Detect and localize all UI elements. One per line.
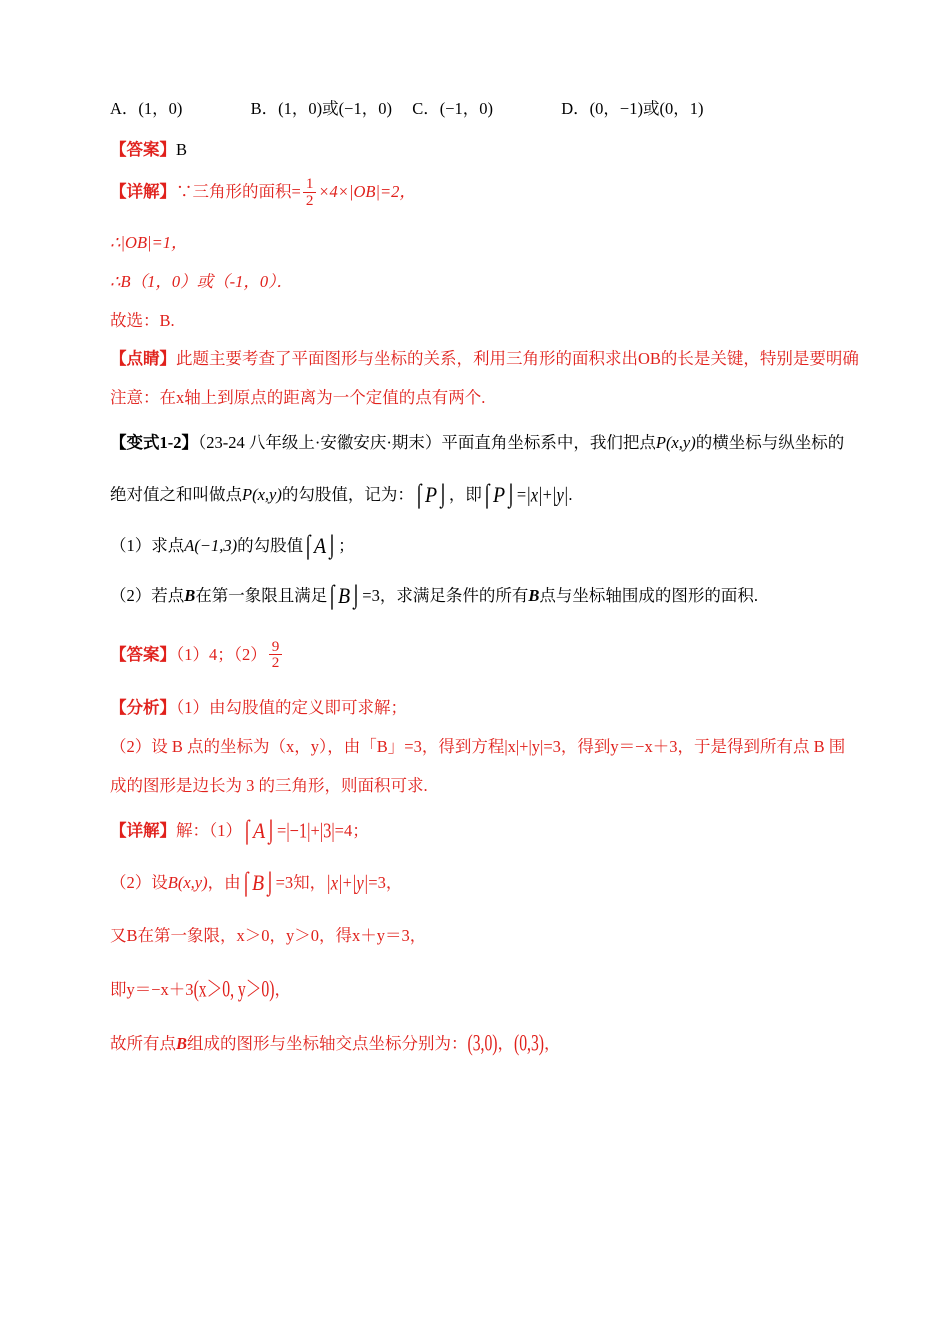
detail-line-3 [110,269,845,295]
symbol-A-neg1-3: A(−1,3) [184,536,238,556]
symbol-B-3: B [176,1034,188,1054]
symbol-B-xy: B(x,y) [167,872,208,892]
detail-line-1-post: ×4×|OB|=2， [318,181,416,201]
answer-options-row [110,95,845,119]
abs-3: |3| [319,818,335,843]
abs-x: |x| [526,482,543,507]
tip-label: 【点睛】 [110,349,176,369]
fraction-denominator: 2 [303,192,317,209]
tip-line-2 [110,385,845,411]
detail2-label: 【详解】 [110,821,176,841]
analysis-line-3 [110,773,845,799]
analysis-line-2-text: （2）设 B 点的坐标为（x，y），由「B」=3，得到方程|x|+|y|=3，得到y＝−x＋3，于是得到所有点 B 围 [110,736,846,756]
detail2-line-1-a: 解：（1） [176,821,242,841]
fraction2-numerator: 9 [271,637,280,655]
answer-label: 【答案】 [110,140,176,159]
abs-x-2: |x| [326,870,343,894]
abs-y-2: |y| [351,870,369,894]
answer2-line [110,639,845,672]
detail2-line-4 [110,977,845,1003]
q1-text-b: 的勾股值 [237,536,304,556]
detail2-line-4-a: 即y＝−x＋3 [110,979,194,999]
detail2-line-4-b: ， [274,979,291,999]
question-2 [110,583,845,609]
detail2-line-3 [110,923,845,949]
tip-line-2-text: 注意：在x轴上到原点的距离为一个定值的点有两个. [110,387,486,407]
q2-text-d: 点与坐标轴围成的图形的面积. [539,585,758,605]
option-a: A．(1，0) [110,99,183,118]
point-3-0: (3,0) [467,1031,498,1057]
detail2-line-2-c: =3知， [275,872,327,892]
q2-text-c: =3，求满足条件的所有 [362,585,529,605]
symbol-gu-B-2: ⌠B⌡ [239,869,276,895]
fraction-numerator: 1 [305,174,314,192]
variant-line-2-a: 绝对值之和叫做点 [110,484,242,504]
detail2-line-5 [110,1031,845,1057]
symbol-P-xy-1: P(x,y) [655,433,696,453]
detail2-line-1 [110,818,845,844]
variant-heading [110,430,845,456]
plus-sign: + [542,484,552,504]
plus-sign-2: + [342,872,352,892]
detail2-line-5-b: 组成的图形与坐标轴交点坐标分别为： [187,1034,468,1054]
detail-line-4-text: 故选：B. [110,310,175,330]
detail-label: 【详解】 [110,181,176,201]
point-0-3: (0,3) [514,1031,545,1057]
symbol-gu-P-1: ⌠P⌡ [412,481,449,508]
q1-text-c: ； [338,536,355,556]
detail2-line-5-a: 故所有点 [110,1034,176,1054]
analysis-line-1 [110,695,845,721]
detail2-line-2-d: =3， [368,872,403,892]
tip-line-1-text: 此题主要考查了平面图形与坐标的关系，利用三角形的面积求出OB的长是关键，特别是要明确 [176,349,859,369]
analysis-line-2 [110,734,845,760]
detail2-line-2 [110,870,845,896]
period-1: . [568,484,573,504]
option-b: B．(1，0)或(−1，0) [250,99,392,118]
variant-line-1-a: 平面直角坐标系中，我们把点 [441,433,656,453]
question-1 [110,533,845,559]
detail-line-1 [110,176,845,209]
variant-label: 【变式1-2】 [110,433,198,453]
answer2-part1: （1）4；（2） [176,644,267,664]
detail-line-1-pre: ∵三角形的面积= [176,181,301,201]
q2-text-a: （2）若点 [110,585,185,605]
symbol-gu-P-2: ⌠P⌡ [480,481,517,508]
variant-source: （23-24 八年级上·安徽安庆·期末） [198,433,442,453]
fraction-one-half [303,176,317,209]
option-d: D．(0，−1)或(0，1) [561,99,704,118]
q1-text-a: （1）求点 [110,536,185,556]
abs-y: |y| [551,482,569,507]
variant-line-2-c: ，即 [448,484,482,504]
variant-line-1-b: 的横坐标与纵坐标的 [695,433,845,453]
detail-line-2 [110,230,845,256]
detail-line-4 [110,308,845,334]
detail2-line-1-d: + [310,821,320,841]
analysis-line-3-text: 成的图形是边长为 3 的三角形，则面积可求. [110,775,428,795]
detail2-line-2-b: ，由 [207,872,241,892]
variant-line-2-b: 的勾股值，记为： [281,484,414,504]
detail-line-2-text: ∴|OB|=1， [110,233,188,253]
detail2-line-1-f: =4； [334,821,369,841]
tip-line-1 [110,346,859,372]
answer-line [110,137,845,163]
symbol-gu-A-2: ⌠A⌡ [240,817,278,844]
answer2-label: 【答案】 [110,644,176,664]
analysis-label: 【分析】 [110,698,176,718]
detail2-line-5-c: ， [497,1034,515,1054]
comma-end: ， [544,1034,561,1054]
abs-neg1: |−1| [286,818,311,843]
variant-line-2-d: = [516,484,527,504]
detail-line-3-text: ∴B（1，0）或（-1，0）． [110,272,293,291]
symbol-P-xy-2: P(x,y) [242,484,282,504]
symbol-gu-A-1: ⌠A⌡ [302,532,339,559]
symbol-B-2: B [528,585,540,605]
symbol-B-1: B [184,585,196,605]
q2-text-b: 在第一象限且满足 [195,585,328,605]
cond-xy: (x＞0, y＞0) [193,977,275,1003]
variant-line-2 [110,482,845,508]
detail2-line-1-b: = [277,821,287,841]
option-c: C．(−1，0) [412,99,494,118]
analysis-line-1-text: （1）由勾股值的定义即可求解； [176,698,407,718]
detail2-line-3-text: 又B在第一象限，x＞0，y＞0，得x＋y＝3， [110,926,427,946]
detail2-line-2-a: （2）设 [110,872,168,892]
fraction2-denominator: 2 [269,654,283,671]
fraction-nine-halves [269,639,283,672]
symbol-gu-B-1: ⌠B⌡ [326,582,363,609]
answer-value: B [176,140,188,159]
